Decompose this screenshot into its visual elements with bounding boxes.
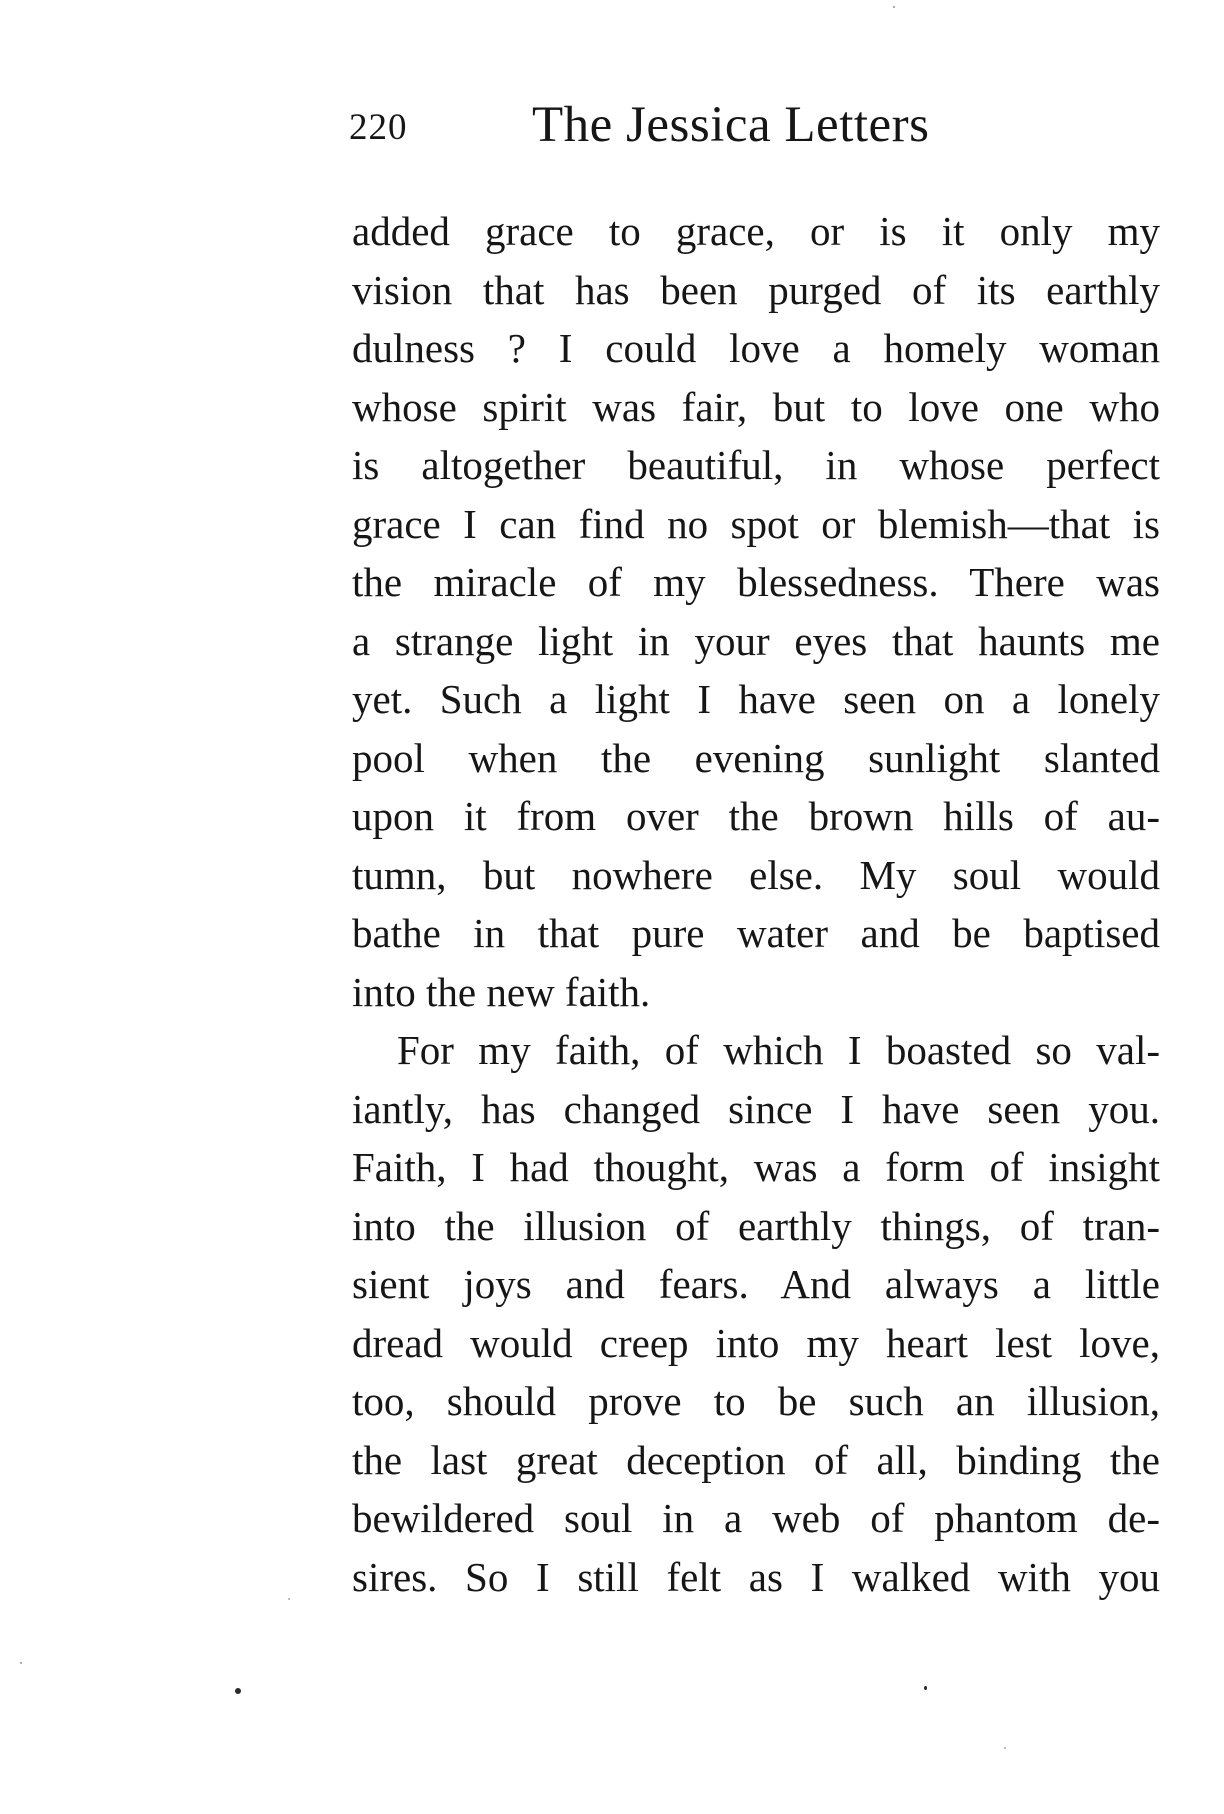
scan-speck [235,1688,241,1694]
text-line: a strange light in your eyes that haunts me [352,617,1160,664]
text-line: added grace to grace, or is it only my [352,208,1160,254]
text-line: into the new faith. [352,968,651,1015]
text-line: is altogether beautiful, in whose perfect [352,442,1160,488]
running-head [349,96,1189,156]
text-line: Faith, I had thought, was a form of insight [352,1144,1160,1190]
paragraph-2 [352,1021,1160,1606]
text-line: whose spirit was fair, but to love one who [352,383,1160,430]
paragraph-1 [352,202,1160,1021]
text-line: For my faith, of which I boasted so val- [397,1027,1160,1073]
scan-speck [20,1662,22,1664]
text-line: pool when the evening sunlight slanted [352,734,1160,781]
book-title: The Jessica Letters [532,97,930,153]
text-line: bewildered soul in a web of phantom de- [352,1495,1160,1541]
text-line: sires. So I still felt as I walked with you [352,1553,1160,1600]
scan-speck [924,1686,927,1690]
text-line: too, should prove to be such an illusion, [352,1378,1160,1424]
text-line: bathe in that pure water and be baptised [352,910,1160,956]
text-line: into the illusion of earthly things, of tran- [352,1202,1160,1249]
text-line: iantly, has changed since I have seen you. [352,1085,1160,1132]
text-line: sient joys and fears. And always a little [352,1261,1160,1307]
scan-speck [893,6,895,8]
page-number: 220 [349,107,408,148]
text-line: the last great deception of all, binding the [352,1436,1160,1483]
scan-speck [1004,1747,1006,1749]
text-line: the miracle of my blessedness. There was [352,559,1160,605]
scan-speck [288,1598,290,1600]
text-line: upon it from over the brown hills of au- [352,793,1160,839]
text-line: yet. Such a light I have seen on a lonely [352,676,1160,722]
text-line: tumn, but nowhere else. My soul would [352,851,1160,898]
text-line: vision that has been purged of its earthly [352,266,1160,313]
text-line: grace I can find no spot or blemish—that is [352,500,1160,547]
text-line: dulness ? I could love a homely woman [352,325,1160,371]
body-text [352,202,1160,1606]
text-line: dread would creep into my heart lest love, [352,1319,1160,1366]
